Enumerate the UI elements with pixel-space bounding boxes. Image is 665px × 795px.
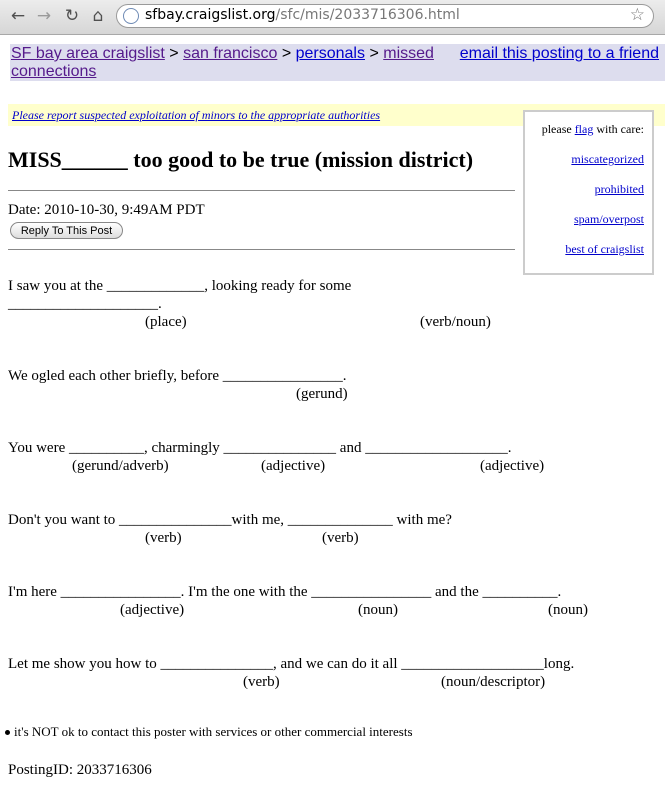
breadcrumb-separator: >: [369, 45, 379, 62]
address-bar[interactable]: [116, 4, 654, 28]
globe-icon: [123, 8, 139, 24]
blank-label: (gerund): [296, 386, 348, 402]
divider: [8, 249, 515, 250]
blank-label: (verb): [243, 674, 280, 690]
blank-label: (noun): [548, 602, 588, 618]
breadcrumb-city-link[interactable]: san francisco: [183, 45, 278, 62]
url-text: sfbay.craigslist.org/sfc/mis/2033716306.html: [145, 7, 460, 23]
blank-label: (adjective): [261, 458, 326, 474]
reply-button[interactable]: Reply To This Post: [10, 222, 123, 239]
flag-box: [523, 110, 654, 275]
breadcrumb-subsection-link[interactable]: missed connections: [11, 45, 434, 80]
flag-miscategorized-link[interactable]: miscategorized: [571, 152, 644, 166]
bookmark-star-icon[interactable]: ☆: [629, 5, 645, 25]
flag-prohibited-link[interactable]: prohibited: [594, 182, 644, 196]
breadcrumb: [10, 44, 665, 81]
contact-notice: it's NOT ok to contact this poster with services or other commercial interests: [14, 724, 413, 740]
blank-label: (verb): [322, 530, 359, 546]
post-date: Date: 2010-10-30, 9:49AM PDT: [8, 202, 205, 218]
post-title: MISS______ too good to be true (mission district): [8, 147, 474, 172]
home-icon[interactable]: ⌂: [92, 6, 104, 26]
flag-box-header: please flag with care:: [541, 122, 644, 136]
flag-best-of-link[interactable]: best of craigslist: [565, 242, 644, 256]
back-arrow-icon[interactable]: ←: [10, 6, 26, 26]
blank-label: (verb): [145, 530, 182, 546]
divider: [8, 190, 515, 191]
body-line: ____________________.: [8, 296, 162, 312]
breadcrumb-separator: >: [169, 45, 179, 62]
posting-id: PostingID: 2033716306: [8, 762, 152, 778]
breadcrumb-site-link[interactable]: SF bay area craigslist: [11, 45, 165, 62]
blank-label: (noun): [358, 602, 398, 618]
body-line: I saw you at the _____________, looking ready for some: [8, 278, 352, 294]
blank-label: (place): [145, 314, 187, 330]
forward-arrow-icon[interactable]: →: [36, 6, 52, 26]
browser-toolbar: [0, 0, 665, 35]
blank-label: (noun/descriptor): [441, 674, 546, 690]
flag-spam-link[interactable]: spam/overpost: [574, 212, 644, 226]
blank-label: (verb/noun): [420, 314, 491, 330]
body-line: I'm here ________________. I'm the one with the ________________ and the __________.: [8, 584, 562, 600]
blank-label: (adjective): [120, 602, 185, 618]
flag-link[interactable]: flag: [574, 122, 594, 136]
body-line: Let me show you how to _______________, and we can do it all ___________________long.: [8, 656, 575, 672]
body-line: You were __________, charmingly _______________ and ___________________.: [8, 440, 512, 456]
body-line: Don't you want to _______________with me, ______________ with me?: [8, 512, 452, 528]
breadcrumb-section-link[interactable]: personals: [295, 45, 365, 62]
body-line: We ogled each other briefly, before ________________.: [8, 368, 347, 384]
blank-label: (gerund/adverb): [72, 458, 169, 474]
bullet-icon: [5, 730, 10, 735]
report-exploitation-link[interactable]: Please report suspected exploitation of minors to the appropriate authorities: [12, 108, 381, 122]
email-posting-link[interactable]: email this posting to a friend: [459, 45, 659, 62]
reload-icon[interactable]: ↻: [64, 6, 80, 26]
blank-label: (adjective): [480, 458, 545, 474]
breadcrumb-separator: >: [281, 45, 292, 62]
